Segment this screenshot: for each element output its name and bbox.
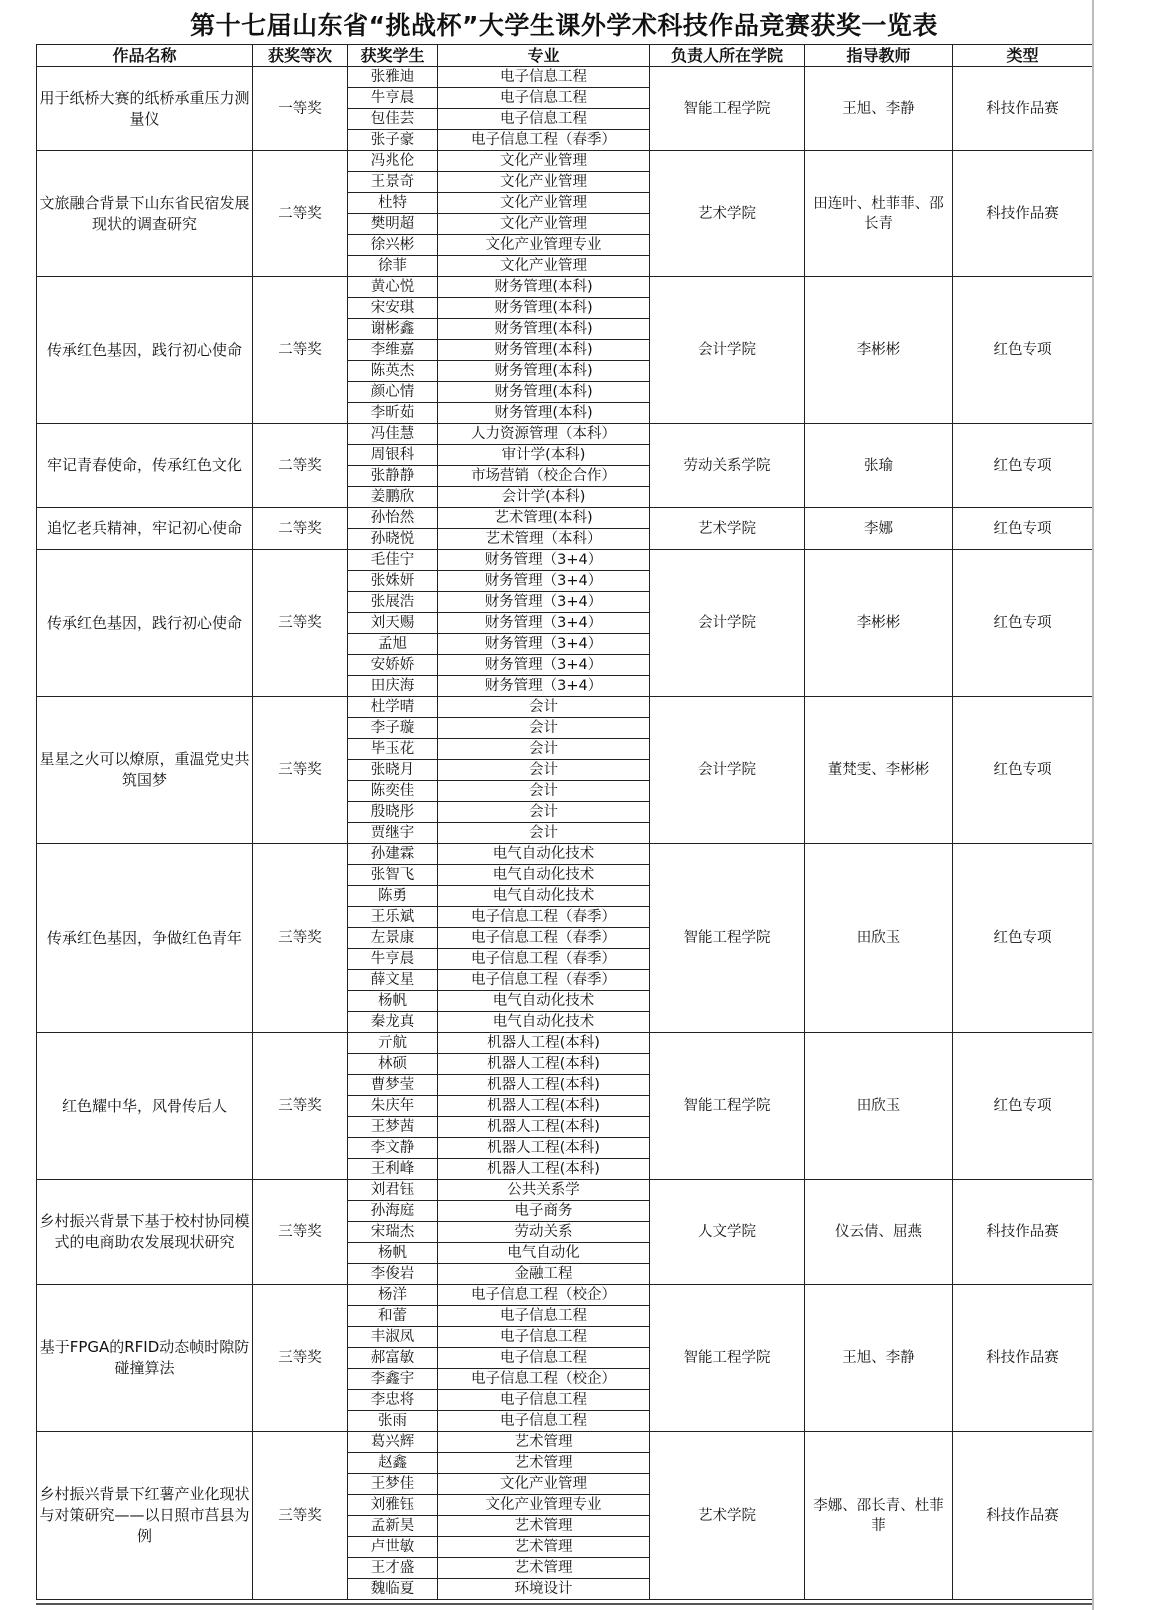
major-cell: 财务管理(本科) xyxy=(438,403,650,424)
major-cell: 电子信息工程 xyxy=(438,1411,650,1432)
student-cell: 亓航 xyxy=(348,1033,438,1054)
table-row xyxy=(37,1285,1093,1306)
work-name-cell: 文旅融合背景下山东省民宿发展现状的调查研究 xyxy=(37,151,253,277)
student-cell: 李忠将 xyxy=(348,1390,438,1411)
major-cell: 电子信息工程（春季） xyxy=(438,907,650,928)
student-cell: 包佳芸 xyxy=(348,109,438,130)
type-cell: 红色专项 xyxy=(953,424,1093,508)
student-cell: 刘君钰 xyxy=(348,1180,438,1201)
major-cell: 电子信息工程（春季） xyxy=(438,970,650,991)
student-cell: 陈英杰 xyxy=(348,361,438,382)
college-cell: 智能工程学院 xyxy=(650,844,805,1033)
advisor-cell: 田欣玉 xyxy=(805,1033,953,1180)
student-cell: 左景康 xyxy=(348,928,438,949)
student-cell: 孙建霖 xyxy=(348,844,438,865)
table-row xyxy=(37,1033,1093,1054)
major-cell: 财务管理（3+4） xyxy=(438,571,650,592)
college-cell: 劳动关系学院 xyxy=(650,424,805,508)
major-cell: 劳动关系 xyxy=(438,1222,650,1243)
header-work-name: 作品名称 xyxy=(37,45,253,67)
table-row xyxy=(37,697,1093,718)
major-cell: 会计 xyxy=(438,697,650,718)
award-document xyxy=(36,8,1092,1600)
major-cell: 电子信息工程（校企） xyxy=(438,1285,650,1306)
advisor-cell: 李彬彬 xyxy=(805,550,953,697)
major-cell: 环境设计 xyxy=(438,1579,650,1600)
table-row xyxy=(37,1180,1093,1201)
student-cell: 秦龙真 xyxy=(348,1012,438,1033)
student-cell: 王利峰 xyxy=(348,1159,438,1180)
type-cell: 红色专项 xyxy=(953,550,1093,697)
work-name-cell: 用于纸桥大赛的纸桥承重压力测量仪 xyxy=(37,67,253,151)
student-cell: 王梦茜 xyxy=(348,1117,438,1138)
student-cell: 谢彬鑫 xyxy=(348,319,438,340)
type-cell: 红色专项 xyxy=(953,844,1093,1033)
work-name-cell: 追忆老兵精神，牢记初心使命 xyxy=(37,508,253,550)
student-cell: 杨帆 xyxy=(348,1243,438,1264)
student-cell: 张姝妍 xyxy=(348,571,438,592)
major-cell: 财务管理(本科) xyxy=(438,361,650,382)
major-cell: 电气自动化技术 xyxy=(438,844,650,865)
award-level-cell: 三等奖 xyxy=(253,1285,348,1432)
major-cell: 艺术管理 xyxy=(438,1558,650,1579)
document-title: 第十七届山东省“挑战杯”大学生课外学术科技作品竞赛获奖一览表 xyxy=(190,11,938,40)
major-cell: 艺术管理 xyxy=(438,1537,650,1558)
award-level-cell: 三等奖 xyxy=(253,697,348,844)
major-cell: 机器人工程(本科) xyxy=(438,1033,650,1054)
college-cell: 智能工程学院 xyxy=(650,1285,805,1432)
major-cell: 文化产业管理 xyxy=(438,214,650,235)
student-cell: 王景奇 xyxy=(348,172,438,193)
major-cell: 电子信息工程 xyxy=(438,1327,650,1348)
major-cell: 电气自动化技术 xyxy=(438,886,650,907)
type-cell: 红色专项 xyxy=(953,277,1093,424)
table-row xyxy=(37,1432,1093,1453)
major-cell: 人力资源管理（本科） xyxy=(438,424,650,445)
student-cell: 陈奕佳 xyxy=(348,781,438,802)
student-cell: 卢世敏 xyxy=(348,1537,438,1558)
major-cell: 电气自动化 xyxy=(438,1243,650,1264)
major-cell: 会计 xyxy=(438,802,650,823)
student-cell: 陈勇 xyxy=(348,886,438,907)
college-cell: 艺术学院 xyxy=(650,151,805,277)
student-cell: 毕玉花 xyxy=(348,739,438,760)
student-cell: 孙海庭 xyxy=(348,1201,438,1222)
major-cell: 电子信息工程（春季） xyxy=(438,130,650,151)
major-cell: 艺术管理 xyxy=(438,1453,650,1474)
student-cell: 李俊岩 xyxy=(348,1264,438,1285)
student-cell: 李文静 xyxy=(348,1138,438,1159)
major-cell: 电子信息工程 xyxy=(438,67,650,88)
award-level-cell: 三等奖 xyxy=(253,1432,348,1600)
major-cell: 财务管理(本科) xyxy=(438,340,650,361)
major-cell: 机器人工程(本科) xyxy=(438,1075,650,1096)
college-cell: 会计学院 xyxy=(650,697,805,844)
student-cell: 冯佳慧 xyxy=(348,424,438,445)
advisor-cell: 李彬彬 xyxy=(805,277,953,424)
bottom-divider xyxy=(36,1603,1092,1605)
award-level-cell: 三等奖 xyxy=(253,844,348,1033)
major-cell: 电子商务 xyxy=(438,1201,650,1222)
major-cell: 会计 xyxy=(438,781,650,802)
award-level-cell: 三等奖 xyxy=(253,1180,348,1285)
type-cell: 红色专项 xyxy=(953,1033,1093,1180)
student-cell: 张静静 xyxy=(348,466,438,487)
major-cell: 财务管理(本科) xyxy=(438,382,650,403)
work-name-cell: 乡村振兴背景下红薯产业化现状与对策研究——以日照市莒县为例 xyxy=(37,1432,253,1600)
major-cell: 文化产业管理 xyxy=(438,193,650,214)
type-cell: 科技作品赛 xyxy=(953,1285,1093,1432)
work-name-cell: 星星之火可以燎原，重温党史共筑国梦 xyxy=(37,697,253,844)
major-cell: 电子信息工程 xyxy=(438,1348,650,1369)
type-cell: 科技作品赛 xyxy=(953,151,1093,277)
student-cell: 宋瑞杰 xyxy=(348,1222,438,1243)
student-cell: 牛亨晨 xyxy=(348,88,438,109)
student-cell: 丰淑凤 xyxy=(348,1327,438,1348)
student-cell: 张晓月 xyxy=(348,760,438,781)
major-cell: 财务管理(本科) xyxy=(438,319,650,340)
student-cell: 杜学晴 xyxy=(348,697,438,718)
major-cell: 电气自动化技术 xyxy=(438,991,650,1012)
header-row xyxy=(37,45,1093,67)
major-cell: 财务管理（3+4） xyxy=(438,676,650,697)
major-cell: 电气自动化技术 xyxy=(438,865,650,886)
advisor-cell: 李娜、邵长青、杜菲菲 xyxy=(805,1432,953,1600)
student-cell: 赵鑫 xyxy=(348,1453,438,1474)
table-row xyxy=(37,844,1093,865)
major-cell: 艺术管理 xyxy=(438,1432,650,1453)
student-cell: 张雅迪 xyxy=(348,67,438,88)
type-cell: 科技作品赛 xyxy=(953,1180,1093,1285)
table-row xyxy=(37,277,1093,298)
student-cell: 颜心情 xyxy=(348,382,438,403)
major-cell: 艺术管理（本科） xyxy=(438,529,650,550)
major-cell: 艺术管理 xyxy=(438,1516,650,1537)
award-level-cell: 二等奖 xyxy=(253,424,348,508)
work-name-cell: 红色耀中华，风骨传后人 xyxy=(37,1033,253,1180)
major-cell: 财务管理（3+4） xyxy=(438,634,650,655)
major-cell: 机器人工程(本科) xyxy=(438,1096,650,1117)
type-cell: 科技作品赛 xyxy=(953,67,1093,151)
student-cell: 姜鹏欣 xyxy=(348,487,438,508)
student-cell: 殷晓彤 xyxy=(348,802,438,823)
student-cell: 杨帆 xyxy=(348,991,438,1012)
student-cell: 孟旭 xyxy=(348,634,438,655)
student-cell: 王梦佳 xyxy=(348,1474,438,1495)
type-cell: 红色专项 xyxy=(953,508,1093,550)
major-cell: 电气自动化技术 xyxy=(438,1012,650,1033)
major-cell: 文化产业管理 xyxy=(438,172,650,193)
major-cell: 电子信息工程 xyxy=(438,1306,650,1327)
major-cell: 会计 xyxy=(438,760,650,781)
student-cell: 李子璇 xyxy=(348,718,438,739)
major-cell: 会计 xyxy=(438,718,650,739)
student-cell: 孟新昊 xyxy=(348,1516,438,1537)
student-cell: 葛兴辉 xyxy=(348,1432,438,1453)
college-cell: 会计学院 xyxy=(650,550,805,697)
major-cell: 机器人工程(本科) xyxy=(438,1138,650,1159)
advisor-cell: 田欣玉 xyxy=(805,844,953,1033)
header-award-level: 获奖等次 xyxy=(253,45,348,67)
major-cell: 财务管理（3+4） xyxy=(438,592,650,613)
college-cell: 艺术学院 xyxy=(650,1432,805,1600)
advisor-cell: 王旭、李静 xyxy=(805,1285,953,1432)
advisor-cell: 仪云倩、屈燕 xyxy=(805,1180,953,1285)
college-cell: 智能工程学院 xyxy=(650,67,805,151)
major-cell: 机器人工程(本科) xyxy=(438,1117,650,1138)
major-cell: 电子信息工程 xyxy=(438,1390,650,1411)
student-cell: 黄心悦 xyxy=(348,277,438,298)
work-name-cell: 基于FPGA的RFID动态帧时隙防碰撞算法 xyxy=(37,1285,253,1432)
major-cell: 电子信息工程（校企） xyxy=(438,1369,650,1390)
student-cell: 樊明超 xyxy=(348,214,438,235)
major-cell: 金融工程 xyxy=(438,1264,650,1285)
table-row xyxy=(37,151,1093,172)
header-advisor: 指导教师 xyxy=(805,45,953,67)
major-cell: 文化产业管理 xyxy=(438,1474,650,1495)
college-cell: 人文学院 xyxy=(650,1180,805,1285)
student-cell: 王乐斌 xyxy=(348,907,438,928)
major-cell: 财务管理(本科) xyxy=(438,298,650,319)
student-cell: 张智飞 xyxy=(348,865,438,886)
student-cell: 张子豪 xyxy=(348,130,438,151)
major-cell: 市场营销（校企合作） xyxy=(438,466,650,487)
table-row xyxy=(37,424,1093,445)
header-major: 专业 xyxy=(438,45,650,67)
work-name-cell: 牢记青春使命，传承红色文化 xyxy=(37,424,253,508)
work-name-cell: 传承红色基因，争做红色青年 xyxy=(37,844,253,1033)
major-cell: 电子信息工程（春季） xyxy=(438,949,650,970)
table-row xyxy=(37,67,1093,88)
student-cell: 杜特 xyxy=(348,193,438,214)
student-cell: 周银科 xyxy=(348,445,438,466)
award-level-cell: 三等奖 xyxy=(253,1033,348,1180)
student-cell: 贾继宇 xyxy=(348,823,438,844)
student-cell: 徐兴彬 xyxy=(348,235,438,256)
student-cell: 杨洋 xyxy=(348,1285,438,1306)
college-cell: 会计学院 xyxy=(650,277,805,424)
student-cell: 张雨 xyxy=(348,1411,438,1432)
major-cell: 公共关系学 xyxy=(438,1180,650,1201)
major-cell: 财务管理(本科) xyxy=(438,277,650,298)
major-cell: 财务管理（3+4） xyxy=(438,655,650,676)
major-cell: 财务管理（3+4） xyxy=(438,613,650,634)
type-cell: 科技作品赛 xyxy=(953,1432,1093,1600)
student-cell: 毛佳宁 xyxy=(348,550,438,571)
major-cell: 财务管理（3+4） xyxy=(438,550,650,571)
major-cell: 机器人工程(本科) xyxy=(438,1054,650,1075)
advisor-cell: 董梵雯、李彬彬 xyxy=(805,697,953,844)
table-row xyxy=(37,508,1093,529)
major-cell: 文化产业管理 xyxy=(438,256,650,277)
student-cell: 宋安琪 xyxy=(348,298,438,319)
header-type: 类型 xyxy=(953,45,1093,67)
work-name-cell: 乡村振兴背景下基于校村协同模式的电商助农发展现状研究 xyxy=(37,1180,253,1285)
work-name-cell: 传承红色基因，践行初心使命 xyxy=(37,277,253,424)
major-cell: 电子信息工程 xyxy=(438,88,650,109)
header-student: 获奖学生 xyxy=(348,45,438,67)
student-cell: 薛文星 xyxy=(348,970,438,991)
student-cell: 朱庆年 xyxy=(348,1096,438,1117)
major-cell: 会计 xyxy=(438,823,650,844)
student-cell: 曹梦莹 xyxy=(348,1075,438,1096)
award-table-body xyxy=(37,67,1093,1600)
award-table xyxy=(36,44,1093,1600)
major-cell: 文化产业管理专业 xyxy=(438,1495,650,1516)
student-cell: 张展浩 xyxy=(348,592,438,613)
student-cell: 郝富敏 xyxy=(348,1348,438,1369)
student-cell: 牛亨晨 xyxy=(348,949,438,970)
advisor-cell: 王旭、李静 xyxy=(805,67,953,151)
major-cell: 机器人工程(本科) xyxy=(438,1159,650,1180)
page-edge xyxy=(1092,0,1094,1610)
student-cell: 孙晓悦 xyxy=(348,529,438,550)
major-cell: 文化产业管理专业 xyxy=(438,235,650,256)
major-cell: 审计学(本科) xyxy=(438,445,650,466)
major-cell: 文化产业管理 xyxy=(438,151,650,172)
work-name-cell: 传承红色基因，践行初心使命 xyxy=(37,550,253,697)
student-cell: 安娇娇 xyxy=(348,655,438,676)
award-level-cell: 二等奖 xyxy=(253,151,348,277)
student-cell: 魏临夏 xyxy=(348,1579,438,1600)
header-college: 负责人所在学院 xyxy=(650,45,805,67)
table-row xyxy=(37,550,1093,571)
college-cell: 智能工程学院 xyxy=(650,1033,805,1180)
major-cell: 会计 xyxy=(438,739,650,760)
student-cell: 田庆海 xyxy=(348,676,438,697)
award-level-cell: 一等奖 xyxy=(253,67,348,151)
student-cell: 李昕茹 xyxy=(348,403,438,424)
student-cell: 李维嘉 xyxy=(348,340,438,361)
student-cell: 孙怡然 xyxy=(348,508,438,529)
student-cell: 刘雅钰 xyxy=(348,1495,438,1516)
major-cell: 电子信息工程（春季） xyxy=(438,928,650,949)
type-cell: 红色专项 xyxy=(953,697,1093,844)
student-cell: 王才盛 xyxy=(348,1558,438,1579)
student-cell: 李鑫宇 xyxy=(348,1369,438,1390)
student-cell: 刘天赐 xyxy=(348,613,438,634)
award-level-cell: 二等奖 xyxy=(253,277,348,424)
advisor-cell: 张瑜 xyxy=(805,424,953,508)
student-cell: 冯兆伦 xyxy=(348,151,438,172)
major-cell: 会计学(本科) xyxy=(438,487,650,508)
student-cell: 徐菲 xyxy=(348,256,438,277)
advisor-cell: 李娜 xyxy=(805,508,953,550)
major-cell: 电子信息工程 xyxy=(438,109,650,130)
student-cell: 林硕 xyxy=(348,1054,438,1075)
major-cell: 艺术管理(本科) xyxy=(438,508,650,529)
advisor-cell: 田连叶、杜菲菲、邵长青 xyxy=(805,151,953,277)
award-level-cell: 二等奖 xyxy=(253,508,348,550)
award-level-cell: 三等奖 xyxy=(253,550,348,697)
student-cell: 和蕾 xyxy=(348,1306,438,1327)
college-cell: 艺术学院 xyxy=(650,508,805,550)
